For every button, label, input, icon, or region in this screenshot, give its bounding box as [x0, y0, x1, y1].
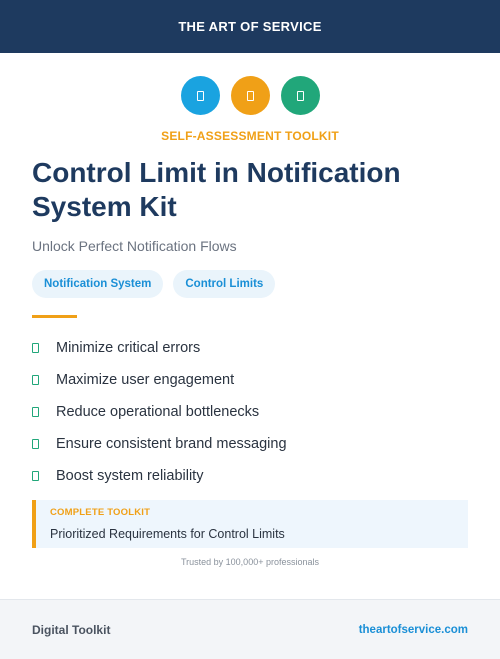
tag-control-limits: Control Limits — [173, 270, 275, 298]
callout-text: Prioritized Requirements for Control Limits — [50, 527, 285, 541]
callout-label: COMPLETE TOOLKIT — [50, 507, 151, 518]
website-link[interactable]: theartofservice.com — [358, 623, 468, 636]
green-doc-icon — [281, 76, 320, 115]
benefit-text: Reduce operational bottlenecks — [56, 404, 260, 420]
list-item — [32, 364, 287, 396]
list-item — [32, 428, 287, 460]
benefit-text: Ensure consistent brand messaging — [56, 436, 287, 452]
document-glyph-icon — [297, 91, 304, 101]
list-item — [32, 460, 287, 492]
tag-notification-system: Notification System — [32, 270, 163, 298]
check-icon — [32, 439, 39, 449]
benefit-text: Boost system reliability — [56, 468, 204, 484]
brand-header — [0, 0, 500, 53]
toolkit-callout — [32, 500, 468, 548]
check-icon — [32, 375, 39, 385]
check-icon — [32, 407, 39, 417]
check-icon — [32, 343, 39, 353]
benefit-text: Maximize user engagement — [56, 372, 235, 388]
subtitle: Unlock Perfect Notification Flows — [32, 238, 237, 254]
benefit-list — [32, 332, 287, 492]
orange-doc-icon — [231, 76, 270, 115]
eyebrow-label: SELF-ASSESSMENT TOOLKIT — [161, 129, 339, 143]
brand-name: THE ART OF SERVICE — [178, 19, 322, 34]
footer — [0, 599, 500, 659]
document-glyph-icon — [197, 91, 204, 101]
blue-doc-icon — [181, 76, 220, 115]
icon-row — [0, 76, 500, 115]
list-item — [32, 332, 287, 364]
check-icon — [32, 471, 39, 481]
accent-divider — [32, 315, 77, 318]
footer-label: Digital Toolkit — [32, 622, 111, 637]
list-item — [32, 396, 287, 428]
document-glyph-icon — [247, 91, 254, 101]
tag-list — [32, 270, 275, 298]
trust-note: Trusted by 100,000+ professionals — [180, 557, 319, 567]
page-title: Control Limit in Notification System Kit — [32, 157, 401, 222]
benefit-text: Minimize critical errors — [56, 340, 201, 356]
